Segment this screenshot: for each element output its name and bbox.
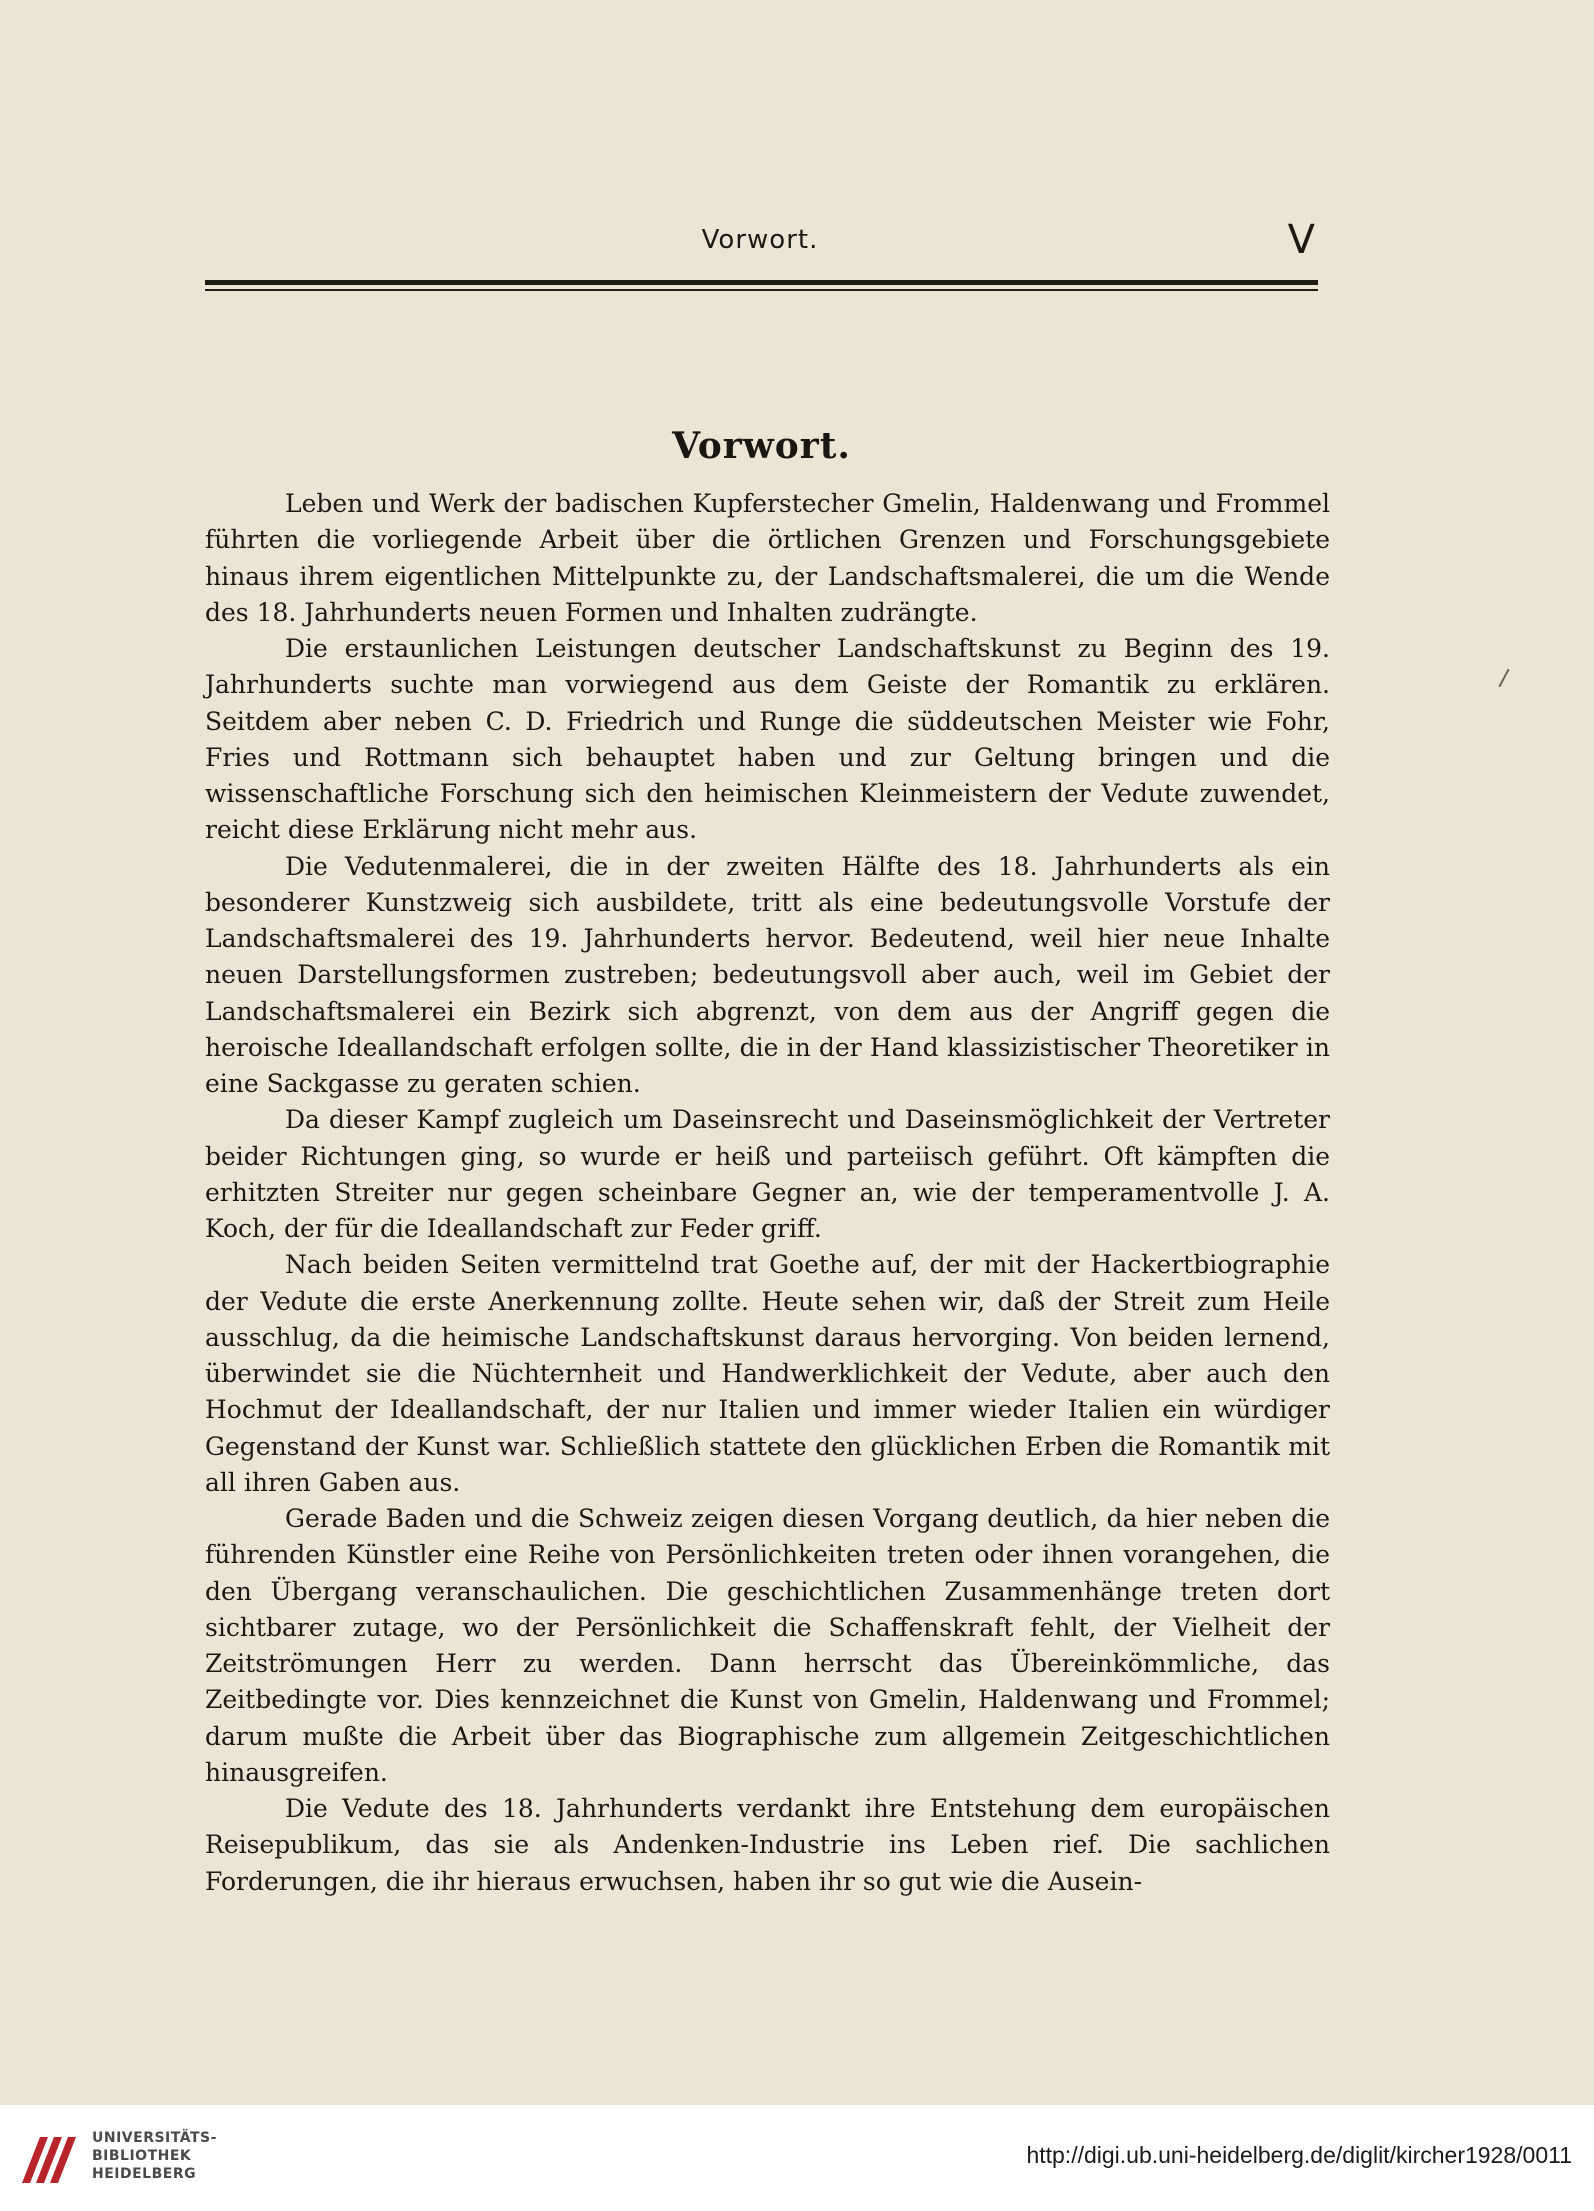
library-name-line: HEIDELBERG	[92, 2166, 197, 2182]
margin-pencil-mark	[1498, 669, 1509, 688]
page-number: V	[1287, 217, 1315, 263]
library-name-line: UNIVERSITÄTS-	[92, 2130, 217, 2146]
section-heading: Vorwort.	[672, 425, 851, 467]
footer-bar	[0, 2105, 1594, 2211]
body-text	[205, 486, 1330, 1900]
paragraph: Gerade Baden und die Schweiz zeigen diesen Vorgang deutlich, da hier neben die führenden Künstler eine Reihe von Persönlichkeiten treten oder ihnen vorangehen, die den Übergang veranschaulichen. Die geschichtlichen Zusammenhänge treten dort sichtbarer zutage, wo der Persönlichkeit die Schaffenskraft fehlt, der Vielheit der Zeitströmungen Herr zu werden. Dann herrscht das Übereinkömmliche, das Zeitbedingte vor. Dies kennzeichnet die Kunst von Gmelin, Haldenwang und Frommel; darum mußte die Arbeit über das Biographische zum allgemein Zeitgeschichtlichen hinausgreifen.	[205, 1504, 1330, 1787]
paragraph: Die Vedute des 18. Jahrhunderts verdankt ihre Entstehung dem europäischen Reisepublikum, das sie als Andenken-Industrie ins Leben rief. Die sachlichen Forderungen, die ihr hieraus erwuchsen, haben ihr so gut wie die Ausein-	[205, 1794, 1330, 1896]
header-rule-thin	[205, 289, 1318, 291]
library-name-line: BIBLIOTHEK	[92, 2148, 192, 2164]
library-name	[92, 2129, 217, 2183]
header-rule-thick	[205, 280, 1318, 285]
paragraph: Da dieser Kampf zugleich um Daseinsrecht und Daseinsmöglichkeit der Vertreter beider Richtungen ging, so wurde er heiß und parteiisch geführt. Oft kämpften die erhitzten Streiter nur gegen scheinbare Gegner an, wie der temperamentvolle J. A. Koch, der für die Ideallandschaft zur Feder griff.	[205, 1105, 1330, 1243]
running-head	[205, 213, 1315, 273]
running-title: Vorwort.	[701, 225, 819, 255]
paragraph: Die erstaunlichen Leistungen deutscher Landschaftskunst zu Beginn des 19. Jahrhunderts suchte man vorwiegend aus dem Geiste der Romantik zu erklären. Seitdem aber neben C. D. Friedrich und Runge die süddeutschen Meister wie Fohr, Fries und Rottmann sich behauptet haben und zur Geltung bringen und die wissenschaftliche Forschung sich den heimischen Kleinmeistern der Vedute zuwendet, reicht diese Erklärung nicht mehr aus.	[205, 634, 1330, 845]
paragraph: Leben und Werk der badischen Kupferstecher Gmelin, Haldenwang und Frommel führten die vorliegende Arbeit über die örtlichen Grenzen und Forschungsgebiete hinaus ihrem eigentlichen Mittelpunkte zu, der Landschaftsmalerei, die um die Wende des 18. Jahrhunderts neuen Formen und Inhalten zudrängte.	[205, 489, 1330, 627]
paragraph: Nach beiden Seiten vermittelnd trat Goethe auf, der mit der Hackertbiographie der Vedute die erste Anerkennung zollte. Heute sehen wir, daß der Streit zum Heile ausschlug, da die heimische Landschaftskunst daraus hervorging. Von beiden lernend, überwindet sie die Nüchternheit und Handwerklichkeit der Vedute, aber auch den Hochmut der Ideallandschaft, der nur Italien und immer wieder Italien ein würdiger Gegenstand der Kunst war. Schließlich stattete den glücklichen Erben die Romantik mit all ihren Gaben aus.	[205, 1250, 1330, 1497]
paragraph: Die Vedutenmalerei, die in der zweiten Hälfte des 18. Jahrhunderts als ein besonderer Kunstzweig sich ausbildete, tritt als eine bedeutungsvolle Vorstufe der Landschaftsmalerei des 19. Jahrhunderts hervor. Bedeutend, weil hier neue Inhalte neuen Darstellungsformen zustreben; bedeutungsvoll aber auch, weil im Gebiet der Landschaftsmalerei ein Bezirk sich abgrenzt, von dem aus der Angriff gegen die heroische Ideallandschaft erfolgen sollte, die in der Hand klassizistischer Theoretiker in eine Sackgasse zu geraten schien.	[205, 851, 1330, 1098]
permalink-url[interactable]: http://digi.ub.uni-heidelberg.de/diglit/kircher1928/0011	[1026, 2142, 1572, 2168]
university-library-logo-icon	[14, 2123, 84, 2195]
